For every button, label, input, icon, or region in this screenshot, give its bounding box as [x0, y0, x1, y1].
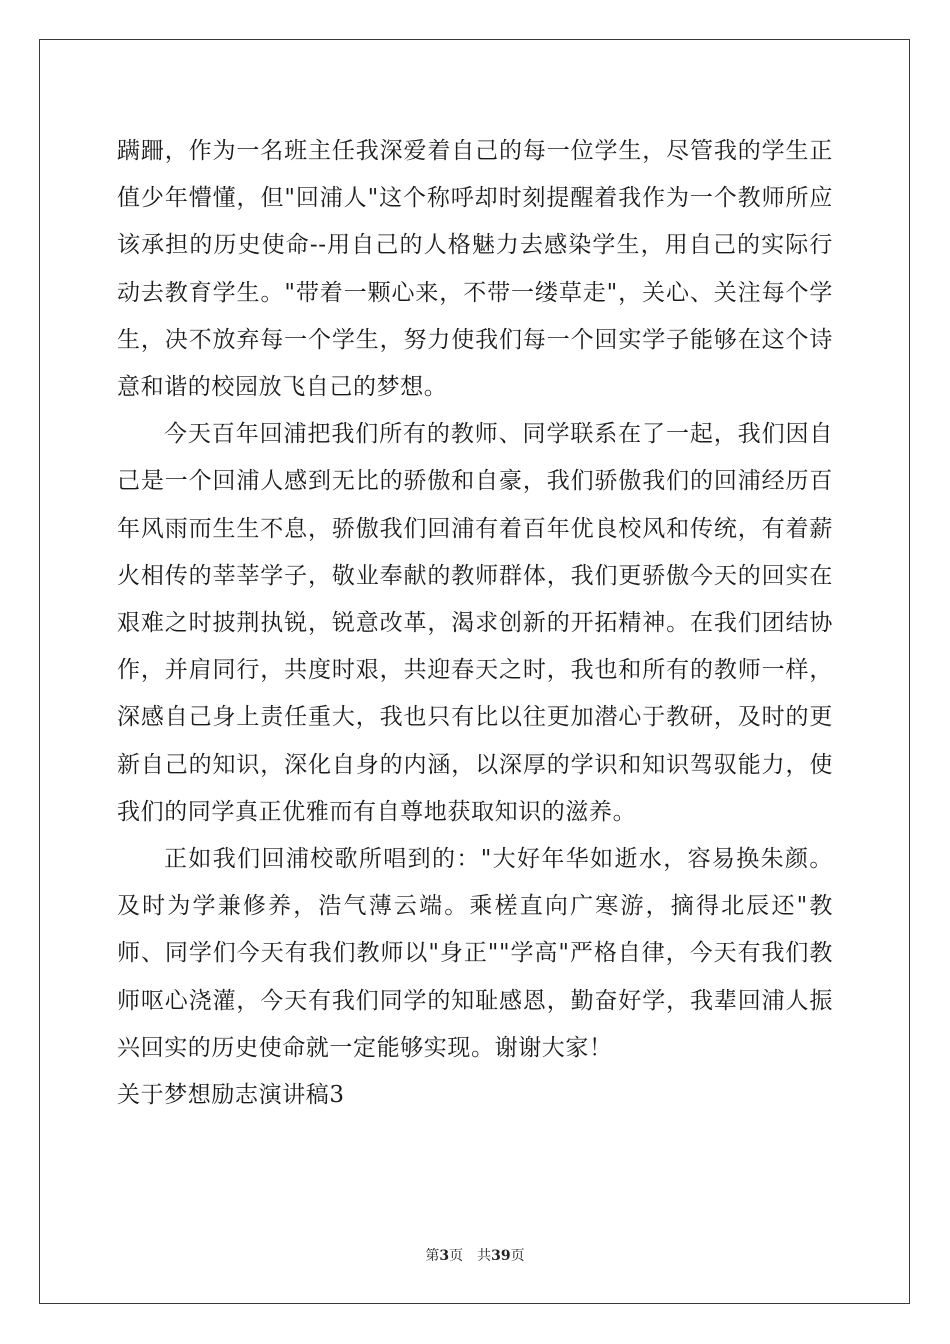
section-heading: 关于梦想励志演讲稿3 — [117, 1082, 345, 1109]
total-suffix: 页 — [510, 1248, 525, 1264]
page-footer — [0, 1247, 950, 1265]
page-prefix: 第 — [425, 1248, 440, 1264]
page-number: 3 — [439, 1248, 450, 1264]
total-prefix: 共 — [477, 1248, 492, 1264]
document-body — [117, 128, 833, 1119]
body-paragraph-2: 今天百年回浦把我们所有的教师、同学联系在了一起，我们因自己是一个回浦人感到无比的骄傲和自豪，我们骄傲我们的回浦经历百年风雨而生生不息，骄傲我们回浦有着百年优良校风和传统，有着薪火相传的莘莘学子，敬业奉献的教师群体，我们更骄傲今天的回实在艰难之时披荆执锐，锐意改革，渴求创新的开拓精神。在我们团结协作，并肩同行，共度时艰，共迎春天之时，我也和所有的教师一样，深感自己身上责任重大，我也只有比以往更加潜心于教研，及时的更新自己的知识，深化自身的内涵，以深厚的学识和知识驾驭能力，使我们的同学真正优雅而有自尊地获取知识的滋养。 — [117, 421, 833, 825]
body-paragraph-1: 蹒跚，作为一名班主任我深爱着自己的每一位学生，尽管我的学生正值少年懵懂，但"回浦人"这个称呼却时刻提醒着我作为一个教师所应该承担的历史使命--用自己的人格魅力去感染学生，用自己的实际行动去教育学生。"带着一颗心来，不带一缕草走"，关心、关注每个学生，决不放弃每一个学生，努力使我们每一个回实学子能够在这个诗意和谐的校园放飞自己的梦想。 — [117, 138, 833, 401]
total-pages: 39 — [491, 1248, 511, 1264]
body-paragraph-3: 正如我们回浦校歌所唱到的："大好年华如逝水，容易换朱颜。及时为学兼修养，浩气薄云端。乘槎直向广寒游，摘得北辰还"教师、同学们今天有我们教师以"身正""学高"严格自律，今天有我们教师呕心浇灌，今天有我们同学的知耻感恩，勤奋好学，我辈回浦人振兴回实的历史使命就一定能够实现。谢谢大家！ — [117, 846, 833, 1061]
page-suffix: 页 — [449, 1248, 464, 1264]
